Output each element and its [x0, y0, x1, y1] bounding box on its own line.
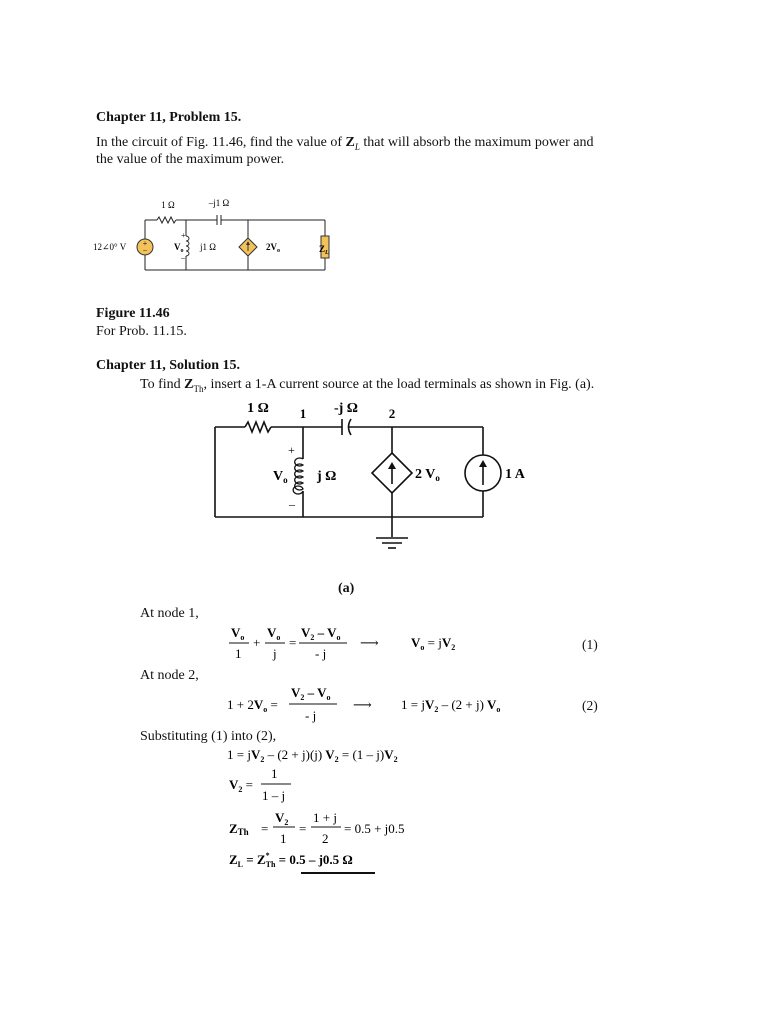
svg-text:Vo: $V_o$	[267, 625, 281, 642]
svg-text:V2: $V_2$	[275, 810, 289, 827]
v2-numerator: 1	[271, 766, 278, 781]
v2-denominator: 1 – j	[262, 788, 286, 803]
fig1-c1-label: –j1 Ω	[208, 198, 230, 208]
svg-text:j: j	[273, 646, 277, 661]
svg-text:1: 1	[280, 831, 287, 846]
node1-label: At node 1,	[140, 606, 199, 621]
subst-label: Substituting (1) into (2),	[140, 729, 277, 744]
svg-text:V2 – Vo: $V_2 - V_o$	[291, 685, 331, 702]
svg-text:V2 – Vo: $V_2 - V_o$	[301, 625, 341, 642]
fig1-inductor-label: j1 Ω	[200, 242, 216, 252]
svg-text:1 + 2Vo =: $1 + 2V_o$ =	[227, 697, 278, 714]
fig-a-c1-label: -j Ω	[333, 401, 359, 416]
eq1-number: (1)	[582, 637, 598, 652]
equation-zl	[225, 846, 425, 876]
svg-text:1 + j: 1 + j	[313, 810, 337, 825]
resistor-1ohm	[157, 217, 176, 223]
svg-text:ZL = Z*Th = 0.5 – j0.5 Ω: $Z_L = Z^*$ Th = 0.5 – j0.5 Ω	[229, 851, 353, 869]
svg-text:1 = jV2 – (2 + j)(j) V2 = (1 –: $1 = jV_2 - (2 + j)(j) V_2 = (1 - j)V_2$	[227, 747, 398, 764]
fig1-r1-label: 1 Ω	[161, 200, 175, 210]
problem-heading: Chapter 11, Problem 15.	[96, 110, 242, 125]
fig1-minus: –	[181, 253, 185, 262]
svg-text:⟶: ⟶	[353, 697, 372, 712]
svg-text:- j: - j	[315, 646, 327, 661]
svg-text:- j: - j	[305, 708, 317, 723]
svg-text:⟶: ⟶	[360, 635, 379, 650]
figure-caption-sub: For Prob. 11.15.	[96, 324, 187, 339]
problem-text-line2: the value of the maximum power.	[96, 152, 285, 167]
figure-11-46-circuit	[90, 192, 350, 282]
fig1-plus: +	[181, 231, 186, 240]
svg-text:+: +	[253, 635, 261, 650]
equation-2	[225, 684, 625, 726]
zth-result: = 0.5 + j0.5	[344, 821, 405, 836]
svg-text:Vo: $V_o$	[231, 625, 245, 642]
figure-a-label: (a)	[338, 581, 355, 596]
svg-text:+: +	[142, 239, 148, 248]
resistor-1ohm-a	[245, 422, 271, 432]
svg-text:Vo = jV2: $V_o = jV_2$	[411, 635, 456, 652]
svg-text:1 = jV2 – (2 + j) Vo: $1 = jV_2 - (2 + j)$ $V_o$	[401, 697, 501, 714]
solution-intro: To find $Z_{Th}$, insert a 1-A current source at the load terminals as shown in Fig. (a).	[140, 377, 595, 394]
svg-text:=: =	[289, 635, 297, 650]
fig1-dep-label: $2V_o$	[266, 242, 280, 254]
svg-text:ZTh: ZTh	[229, 821, 249, 837]
fig-a-node1-label: 1	[299, 406, 307, 421]
problem-text-line1: In the circuit of Fig. 11.46, find the value of $Z_L$ that will absorb the maximum power and	[96, 135, 594, 152]
svg-text:1: 1	[235, 646, 242, 661]
fig-a-minus: –	[289, 497, 295, 511]
zl-result: 0.5 – j0.5 Ω	[289, 852, 353, 867]
fig1-source-label: 12∠0° V	[93, 242, 127, 252]
node2-label: At node 2,	[140, 668, 199, 683]
figure-caption-title: Figure 11.46	[96, 306, 170, 321]
svg-text:=: =	[261, 821, 269, 836]
fig-a-inductor-label: j Ω	[317, 469, 337, 484]
ground-icon	[376, 538, 408, 548]
svg-text:V2 =: $V_2$ =	[229, 777, 253, 794]
figure-a-circuit	[205, 396, 540, 554]
inductor-icon-a	[293, 458, 303, 494]
equation-3	[225, 742, 525, 764]
fig-a-r1-label: 1 Ω	[247, 401, 269, 416]
eq2-number: (2)	[582, 698, 598, 713]
equation-zth	[225, 807, 475, 849]
equation-v2	[225, 763, 325, 807]
solution-heading: Chapter 11, Solution 15.	[96, 358, 241, 373]
svg-text:2: 2	[322, 831, 329, 846]
equation-1	[225, 622, 625, 664]
fig-a-dep-label: 2 $V_o$	[415, 467, 440, 483]
inductor-icon	[186, 236, 189, 256]
fig1-zl-label: $Z_L$	[319, 244, 329, 256]
svg-text:−: −	[142, 246, 148, 255]
fig-a-plus: +	[288, 443, 295, 457]
fig-a-isrc-label: 1 A	[505, 467, 525, 482]
fig-a-node2-label: 2	[388, 406, 396, 421]
fig1-vo-label: $V_o$	[174, 242, 184, 254]
svg-text:=: =	[299, 821, 307, 836]
fig-a-vo-label: $V_o$	[273, 469, 288, 485]
